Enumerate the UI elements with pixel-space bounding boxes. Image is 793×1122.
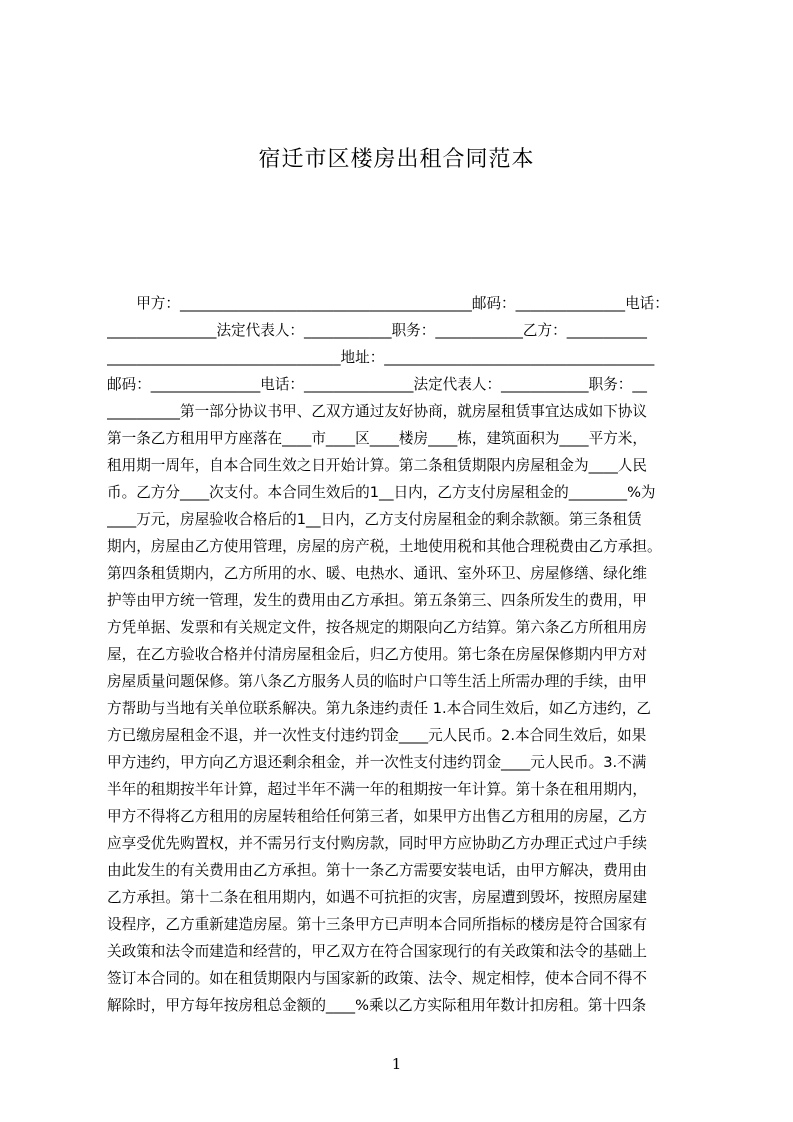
document-body	[107, 290, 699, 1019]
text-line: 方凭单据、发票和有关规定文件，按各规定的期限向乙方结算。第六条乙方所租用房	[107, 619, 647, 636]
text-line: 房屋质量问题保修。第八条乙方服务人员的临时户口等生活上所需办理的手续，由甲	[107, 673, 647, 690]
text-line: 屋，在乙方验收合格并付清房屋租金后，归乙方使用。第七条在房屋保修期内甲方对	[107, 646, 647, 663]
text-line: 解除时，甲方每年按房租总金额的____%乘以乙方实际租用年数计扣房租。第十四条	[107, 997, 647, 1014]
text-line: 应享受优先购置权，并不需另行支付购房款，同时甲方应协助乙方办理正式过户手续	[107, 835, 647, 852]
text-line: 第四条租赁期内，乙方所用的水、暖、电热水、通讯、室外环卫、房屋修缮、绿化维	[107, 565, 647, 582]
text-line: 币。乙方分____次支付。本合同生效后的1__日内，乙方支付房屋租金的________%为	[107, 484, 656, 501]
text-line: _______________法定代表人：____________职务：____________乙方：___________	[107, 322, 647, 339]
text-line: 设程序，乙方重新建造房屋。第十三条甲方已声明本合同所指标的楼房是符合国家有	[107, 916, 647, 933]
text-line: 护等由甲方统一管理，发生的费用由乙方承担。第五条第三、四条所发生的费用，甲	[107, 592, 647, 609]
document-title: 宿迁市区楼房出租合同范本	[258, 147, 535, 172]
text-line: ____万元，房屋验收合格后的1__日内，乙方支付房屋租金的剩余款额。第三条租赁	[107, 511, 642, 528]
text-line: 由此发生的有关费用由乙方承担。第十一条乙方需要安装电话，由甲方解决，费用由	[107, 862, 647, 879]
text-line: 租用期一周年，自本合同生效之日开始计算。第二条租赁期限内房屋租金为____人民	[107, 457, 647, 474]
text-line: 签订本合同的。如在租赁期限内与国家新的政策、法令、规定相悖，使本合同不得不	[107, 970, 647, 987]
text-line: 甲方违约，甲方向乙方退还剩余租金，并一次性支付违约罚金____元人民币。3.不满	[107, 754, 647, 771]
text-line: ________________________________地址：_____________________________________	[107, 349, 655, 366]
text-line: 甲方：________________________________________邮码：_______________电话：	[107, 295, 669, 312]
text-line: 乙方承担。第十二条在租用期内，如遇不可抗拒的灾害，房屋遭到毁坏，按照房屋建	[107, 889, 647, 906]
text-line: __________第一部分协议书甲、乙双方通过友好协商，就房屋租赁事宜达成如下协议	[107, 403, 647, 420]
text-line: 期内，房屋由乙方使用管理，房屋的房产税，土地使用税和其他合理税费由乙方承担。	[107, 538, 662, 555]
text-line: 甲方不得将乙方租用的房屋转租给任何第三者，如果甲方出售乙方租用的房屋，乙方	[107, 808, 647, 825]
page-number: 1	[391, 1055, 402, 1073]
text-line: 邮码：_______________电话：_______________法定代表人：____________职务：__	[107, 376, 647, 393]
text-line: 方已缴房屋租金不退，并一次性支付违约罚金____元人民币。2.本合同生效后，如果	[107, 727, 647, 744]
text-line: 半年的租期按半年计算，超过半年不满一年的租期按一年计算。第十条在租用期内，	[107, 781, 647, 798]
text-line: 关政策和法令而建造和经营的，甲乙双方在符合国家现行的有关政策和法令的基础上	[107, 943, 647, 960]
text-line: 第一条乙方租用甲方座落在____市____区____楼房____栋，建筑面积为____平方米，	[107, 430, 647, 447]
text-line: 方帮助与当地有关单位联系解决。第九条违约责任 1.本合同生效后，如乙方违约，乙	[107, 700, 651, 717]
